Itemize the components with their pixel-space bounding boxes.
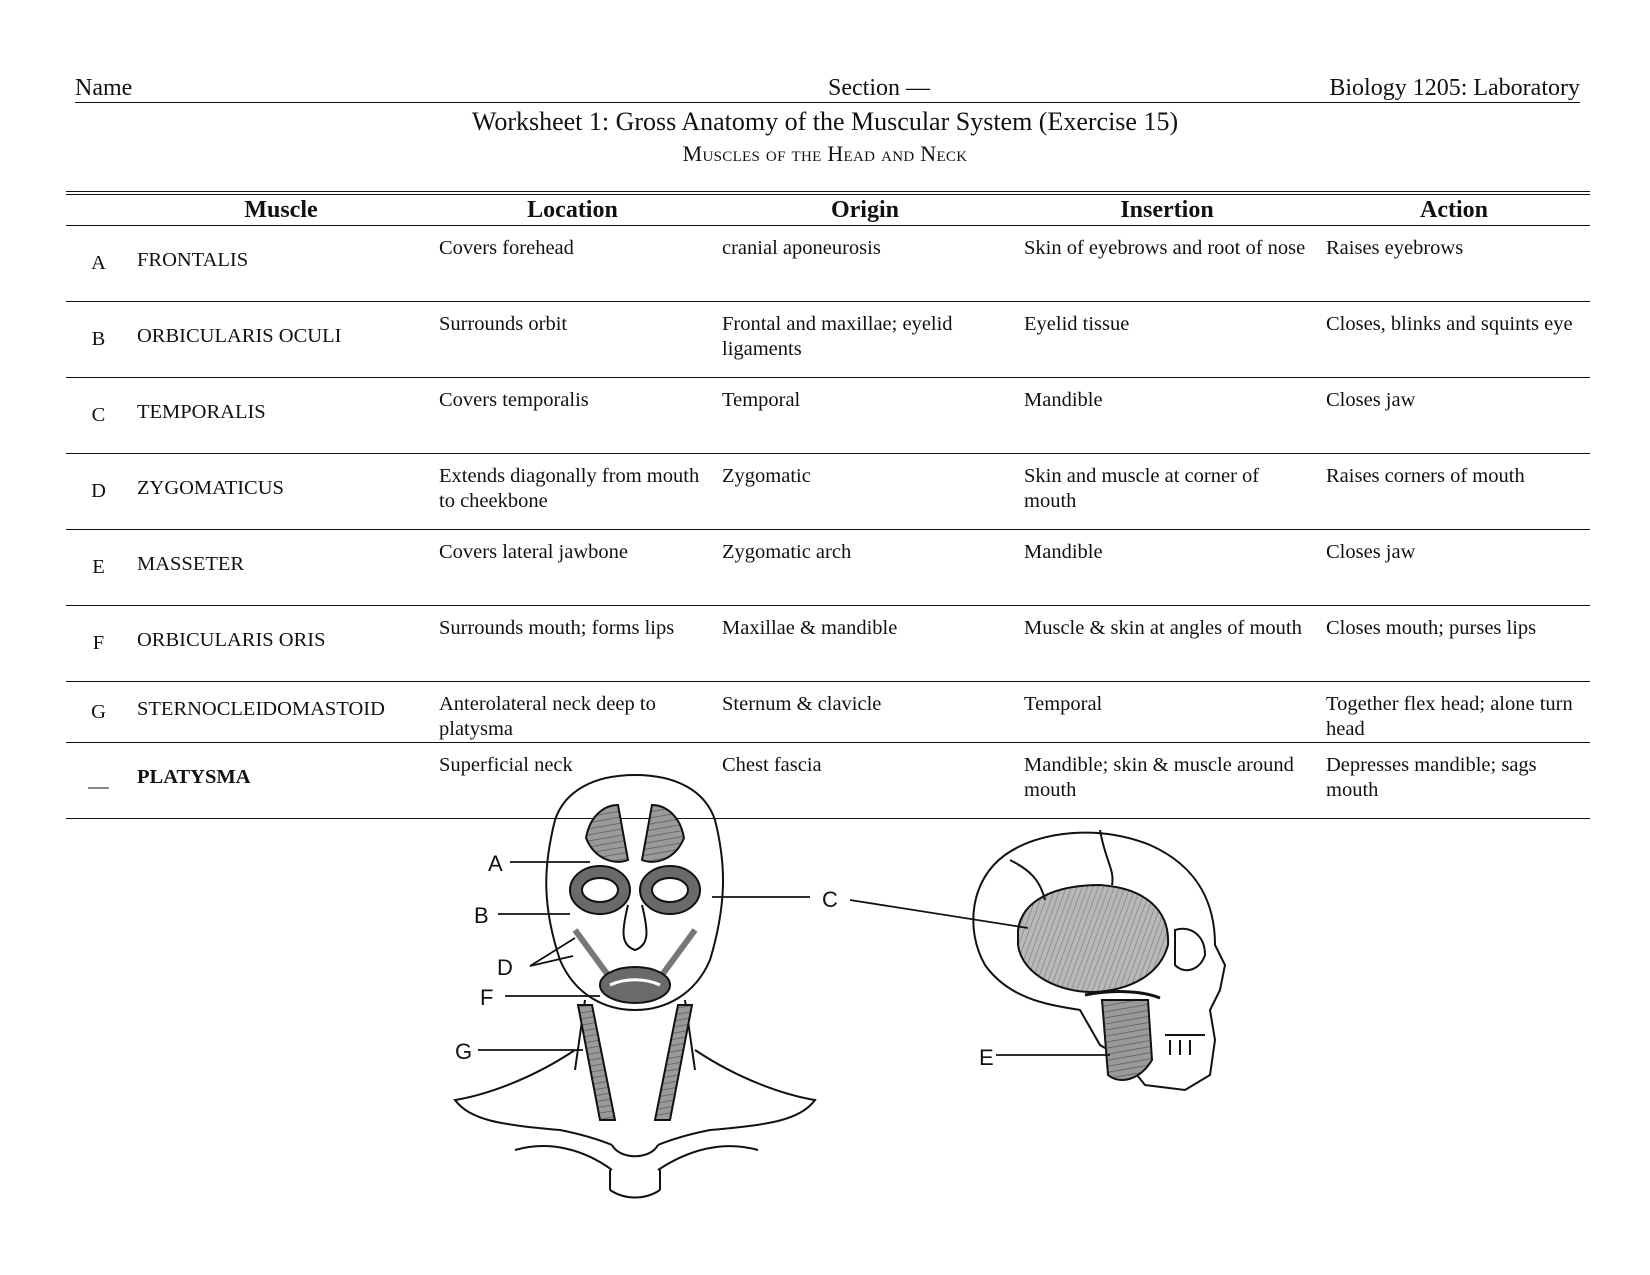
header-rule (75, 102, 1580, 103)
origin-cell: Frontal and maxillae; eyelid ligaments (722, 313, 953, 360)
origin-cell: Chest fascia (722, 754, 822, 776)
muscle-name: ORBICULARIS OCULI (137, 325, 342, 347)
worksheet-subtitle: Muscles of the Head and Neck (682, 141, 968, 166)
origin-cell: Temporal (722, 389, 801, 411)
action-cell: Raises corners of mouth (1326, 465, 1525, 487)
header-action: Action (1420, 196, 1488, 223)
table-row (66, 606, 1590, 682)
muscle-name: ORBICULARIS ORIS (137, 629, 326, 651)
side-skull-drawing (973, 830, 1225, 1090)
action-cell: Closes jaw (1326, 389, 1416, 411)
figure-label-a: A (488, 851, 503, 876)
header-location: Location (527, 196, 618, 223)
table-row (66, 378, 1590, 454)
header-letter (66, 193, 131, 226)
action-cell: Closes jaw (1326, 541, 1416, 563)
action-cell: Closes mouth; purses lips (1326, 617, 1537, 639)
action-cell: Together flex head; alone turn head (1326, 693, 1573, 740)
table-row (66, 454, 1590, 530)
insertion-cell: Skin of eyebrows and root of nose (1024, 237, 1306, 259)
row-letter: F (92, 632, 105, 654)
row-letter: A (91, 252, 106, 274)
location-cell: Covers temporalis (439, 389, 589, 411)
location-cell: Covers forehead (439, 237, 574, 259)
muscle-name: STERNOCLEIDOMASTOID (137, 697, 385, 720)
insertion-cell: Temporal (1024, 693, 1103, 715)
table-header-row (66, 193, 1590, 226)
origin-cell: cranial aponeurosis (722, 237, 881, 259)
leader-lines (478, 862, 1110, 1055)
location-cell: Superficial neck (439, 754, 573, 776)
row-letter: B (91, 328, 106, 350)
muscle-name: FRONTALIS (137, 249, 249, 271)
front-head-drawing (455, 775, 815, 1198)
location-cell: Surrounds mouth; forms lips (439, 617, 675, 639)
muscle-name: ZYGOMATICUS (137, 477, 284, 499)
origin-cell: Sternum & clavicle (722, 693, 882, 715)
muscle-name: TEMPORALIS (137, 401, 266, 423)
muscle-table (66, 191, 1590, 819)
table-row (66, 682, 1590, 743)
table-row (66, 743, 1590, 819)
origin-cell: Maxillae & mandible (722, 617, 898, 639)
figure-label-c: C (822, 887, 838, 912)
figure-label-f: F (480, 985, 494, 1010)
row-letter: __ (88, 769, 109, 791)
worksheet-title: Worksheet 1: Gross Anatomy of the Muscular System (Exercise 15) (471, 107, 1179, 136)
row-letter: C (91, 404, 106, 426)
figure-label-d: D (497, 955, 513, 980)
origin-cell: Zygomatic arch (722, 541, 852, 563)
header-muscle: Muscle (244, 196, 318, 223)
action-cell: Raises eyebrows (1326, 237, 1464, 259)
header-origin: Origin (830, 196, 899, 223)
muscle-name: PLATYSMA (137, 766, 251, 788)
row-letter: E (92, 556, 105, 578)
insertion-cell: Mandible; skin & muscle around mouth (1024, 754, 1294, 801)
figure-label-b: B (474, 903, 489, 928)
muscle-name: MASSETER (137, 553, 245, 575)
action-cell: Depresses mandible; sags mouth (1326, 754, 1537, 801)
location-cell: Extends diagonally from mouth to cheekbone (439, 465, 700, 512)
figure-label-e: E (979, 1045, 994, 1070)
location-cell: Anterolateral neck deep to platysma (439, 693, 656, 740)
row-letter: G (91, 700, 106, 723)
table-row (66, 530, 1590, 606)
insertion-cell: Mandible (1024, 389, 1103, 411)
insertion-cell: Muscle & skin at angles of mouth (1024, 617, 1302, 639)
location-cell: Surrounds orbit (439, 313, 568, 335)
origin-cell: Zygomatic (722, 465, 811, 487)
section-label: Section — (828, 75, 930, 101)
insertion-cell: Eyelid tissue (1024, 313, 1130, 335)
name-label: Name (75, 75, 133, 101)
course-label: Biology 1205: Laboratory (1329, 75, 1580, 101)
row-letter: D (91, 480, 106, 502)
insertion-cell: Skin and muscle at corner of mouth (1024, 465, 1260, 512)
action-cell: Closes, blinks and squints eye (1326, 313, 1573, 335)
table-row (66, 302, 1590, 378)
table-row (66, 226, 1590, 302)
header-insertion: Insertion (1120, 196, 1214, 223)
figure-label-g: G (455, 1039, 473, 1064)
insertion-cell: Mandible (1024, 541, 1103, 563)
location-cell: Covers lateral jawbone (439, 541, 628, 563)
